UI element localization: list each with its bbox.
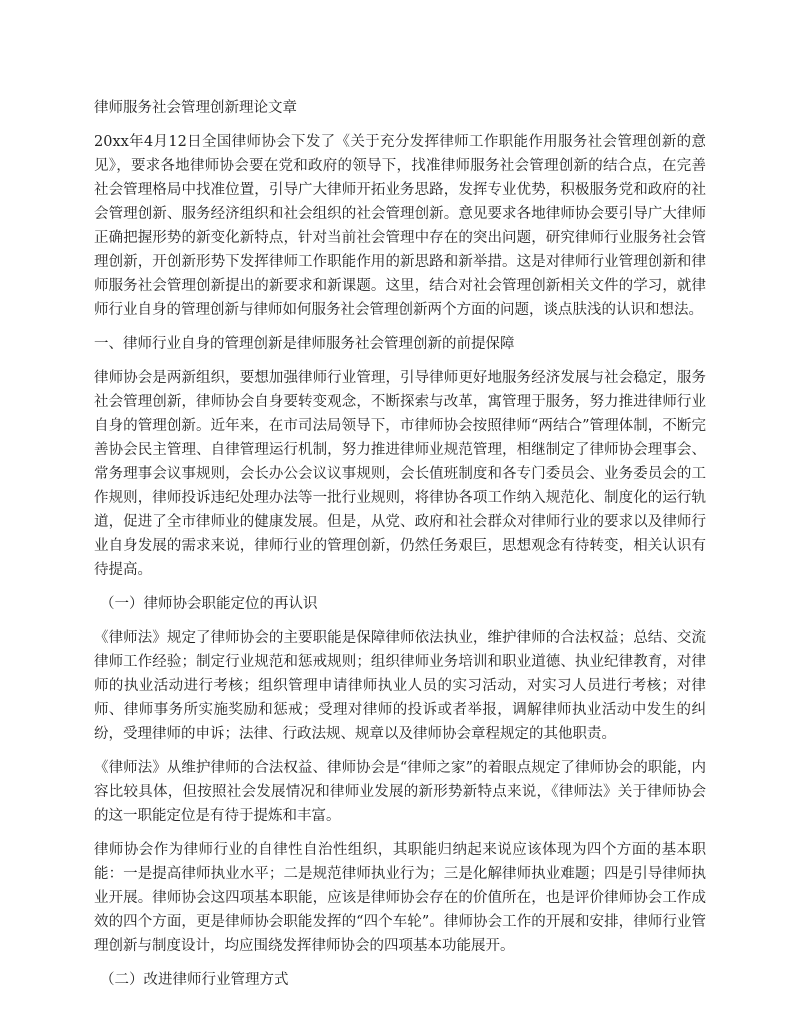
subsection-1-paragraph-1: 《律师法》规定了律师协会的主要职能是保障律师依法执业，维护律师的合法权益；总结、交流律师工作经验；制定行业规范和惩戒规则；组织律师业务培训和职业道德、执业纪律教育，对律师的执业活动进行考核；组织管理申请律师执业人员的实习活动，对实习人员进行考核；对律师、律师事务所实施奖励和惩戒；受理对律师的投诉或者举报，调解律师执业活动中发生的纠纷，受理律师的申诉；法律、行政法规、规章以及律师协会章程规定的其他职责。 (94, 630, 706, 742)
section-1-paragraph: 律师协会是两新组织，要想加强律师行业管理，引导律师更好地服务经济发展与社会稳定，服务社会管理创新，律师协会自身要转变观念，不断探索与改革，寓管理于服务，努力推进律师行业自身的管理创新。近年来，在市司法局领导下，市律师协会按照律师“两结合”管理体制，不断完善协会民主管理、自律管理运行机制，努力推进律师业规范管理，相继制定了律师协会理事会、常务理事会议事规则，会长办公会议议事规则，会长值班制度和各专门委员会、业务委员会的工作规则，律师投诉违纪处理办法等一批行业规则，将律协各项工作纳入规范化、制度化的运行轨道，促进了全市律师业的健康发展。但是，从党、政府和社会群众对律师行业的要求以及律师行业自身发展的需求来说，律师行业的管理创新，仍然任务艰巨，思想观念有待转变，相关认识有待提高。 (94, 370, 706, 578)
document-page (94, 96, 706, 1002)
document-title: 律师服务社会管理创新理论文章 (94, 100, 297, 116)
subsection-heading-1: （一）律师协会职能定位的再认识 (100, 596, 318, 612)
section-heading-1: 一、律师行业自身的管理创新是律师服务社会管理创新的前提保障 (94, 336, 515, 352)
subsection-1-paragraph-3: 律师协会作为律师行业的自律性自治性组织，其职能归纳起来说应该体现为四个方面的基本职能：一是提高律师执业水平；二是规范律师执业行为；三是化解律师执业难题；四是引导律师执业开展。律师协会这四项基本职能，应该是律师协会存在的价值所在，也是评价律师协会工作成效的四个方面，更是律师协会职能发挥的“四个车轮”。律师协会工作的开展和安排，律师行业管理创新与制度设计，均应围绕发挥律师协会的四项基本功能展开。 (94, 842, 706, 954)
subsection-heading-2: （二）改进律师行业管理方式 (100, 972, 289, 988)
intro-paragraph: 20xx年4月12日全国律师协会下发了《关于充分发挥律师工作职能作用服务社会管理创新的意见》，要求各地律师协会要在党和政府的领导下，找准律师服务社会管理创新的结合点，在完善社会管理格局中找准位置，引导广大律师开拓业务思路，发挥专业优势，积极服务党和政府的社会管理创新、服务经济组织和社会组织的社会管理创新。意见要求各地律师协会要引导广大律师正确把握形势的新变化新特点，针对当前社会管理中存在的突出问题，研究律师行业服务社会管理创新，开创新形势下发挥律师工作职能作用的新思路和新举措。这是对律师行业管理创新和律师服务社会管理创新提出的新要求和新课题。这里，结合对社会管理创新相关文件的学习，就律师行业自身的管理创新与律师如何服务社会管理创新两个方面的问题，谈点肤浅的认识和想法。 (94, 134, 706, 318)
subsection-1-paragraph-2: 《律师法》从维护律师的合法权益、律师协会是“律师之家”的着眼点规定了律师协会的职能，内容比较具体，但按照社会发展情况和律师业发展的新形势新特点来说，《律师法》关于律师协会的这一职能定位是有待于提炼和丰富。 (94, 760, 706, 824)
